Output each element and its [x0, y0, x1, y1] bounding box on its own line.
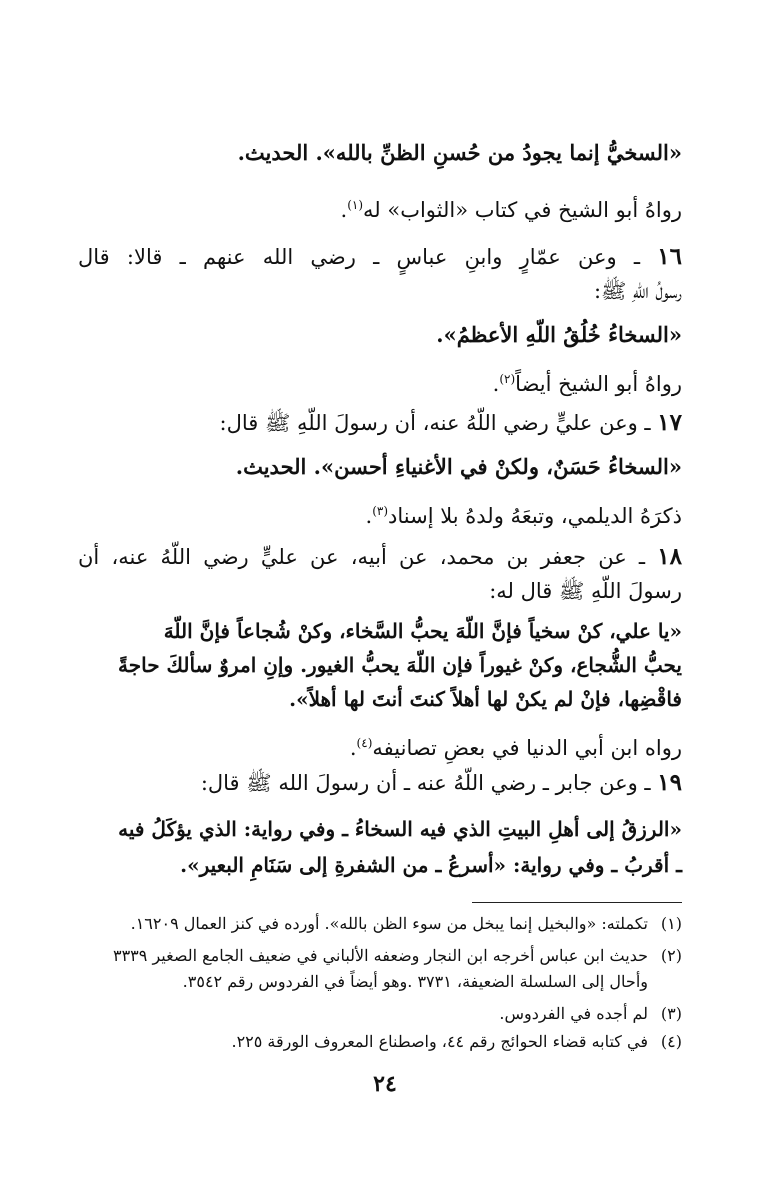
- hadith-number: ١٩: [657, 769, 682, 796]
- footnote: (٣)لم أجده في الفردوس.: [499, 1004, 682, 1023]
- hadith-intro: ١٧ ـ وعن عليٍّ رضي اللّهُ عنه، أن رسولَ اللّهِ ﷺ قال:: [219, 409, 682, 436]
- hadith-number: ١٨: [657, 543, 682, 570]
- footnote: (١)تكملته: «والبخيل إنما يبخل من سوء الظن بالله». أورده في كنز العمال ١٦٢٠٩.: [130, 914, 682, 933]
- footnote: (٤)في كتابه قضاء الحوائج رقم ٤٤، واصطناع المعروف الورقة ٢٢٥.: [231, 1032, 682, 1051]
- hadith-intro: ١٨ ـ عن جعفر بن محمد، عن أبيه، عن عليٍّ رضي اللّهُ عنه، أن: [78, 543, 682, 570]
- narration-line: رواهُ أبو الشيخ في كتاب «الثواب» له$^{(١)}$.: [340, 198, 682, 222]
- hadith-intro-cont: رسولُ اللّهِ ﷺ:: [593, 279, 682, 303]
- hadith-text: «السخاءُ خُلُقُ اللّهِ الأعظمُ».: [436, 322, 682, 347]
- hadith-intro: ١٩ ـ وعن جابر ـ رضي اللّهُ عنه ـ أن رسولَ الله ﷺ قال:: [200, 769, 682, 796]
- hadith-text-cont: فاقْضِها، فإنْ لم يكنْ لها أهلاً كنتَ أنتَ لها أهلاً».: [289, 687, 682, 711]
- footnote-ref[interactable]: (٢): [499, 372, 516, 386]
- footnote-ref[interactable]: (١): [347, 198, 364, 212]
- footnote-separator: [472, 902, 682, 903]
- hadith-text: «السخاءُ حَسَنٌ، ولكنْ في الأغنياءِ أحسن». الحديث.: [235, 454, 682, 479]
- narration-line: ذكرَهُ الديلمي، وتبعَهُ ولدهُ بلا إسناد$^{(٣)}$.: [365, 504, 682, 528]
- hadith-number: ١٦: [657, 243, 682, 270]
- hadith-text-cont: يحبُّ الشُّجاع، وكنْ غيوراً فإن اللّهَ يحبُّ الغيور. وإنِ امروٌ سألكَ حاجةً: [118, 653, 682, 677]
- footnote-ref[interactable]: (٣): [372, 504, 389, 518]
- footnote: (٢)حديث ابن عباس أخرجه ابن النجار وضعفه الألباني في ضعيف الجامع الصغير ٣٣٣٩: [112, 946, 682, 965]
- hadith-intro-cont: رسولَ اللّهِ ﷺ قال له:: [489, 579, 682, 603]
- footnote-cont: وأحال إلى السلسلة الضعيفة، ٣٧٣١ .وهو أيضاً في الفردوس رقم ٣٥٤٢.: [182, 972, 648, 991]
- narration-line: رواهُ أبو الشيخ أيضاً$^{(٢)}$.: [492, 372, 682, 396]
- hadith-text: «الرزقُ إلى أهلِ البيتِ الذي فيه السخاءُ ـ وفي رواية: الذي يؤكَلُ فيه: [118, 817, 682, 841]
- hadith-text: «يا علي، كنْ سخياً فإنَّ اللّهَ يحبُّ السَّخاء، وكنْ شُجاعاً فإنَّ اللّهَ: [163, 619, 682, 643]
- hadith-text-cont: ـ أقربُ ـ وفي رواية: «أسرعُ ـ من الشفرةِ إلى سَنَامِ البعير».: [180, 853, 682, 877]
- page-number: ٢٤: [373, 1071, 397, 1097]
- hadith-number: ١٧: [657, 409, 682, 436]
- hadith-intro: ١٦ ـ وعن عمّارٍ وابنِ عباسٍ ـ رضي الله عنهم ـ قالا: قال: [78, 243, 682, 270]
- hadith-text: «السخيُّ إنما يجودُ من حُسنِ الظنِّ بالله». الحديث.: [237, 140, 682, 165]
- footnote-ref[interactable]: (٤): [356, 736, 373, 750]
- narration-line: رواه ابن أبي الدنيا في بعضِ تصانيفه$^{(٤)}$.: [349, 736, 682, 760]
